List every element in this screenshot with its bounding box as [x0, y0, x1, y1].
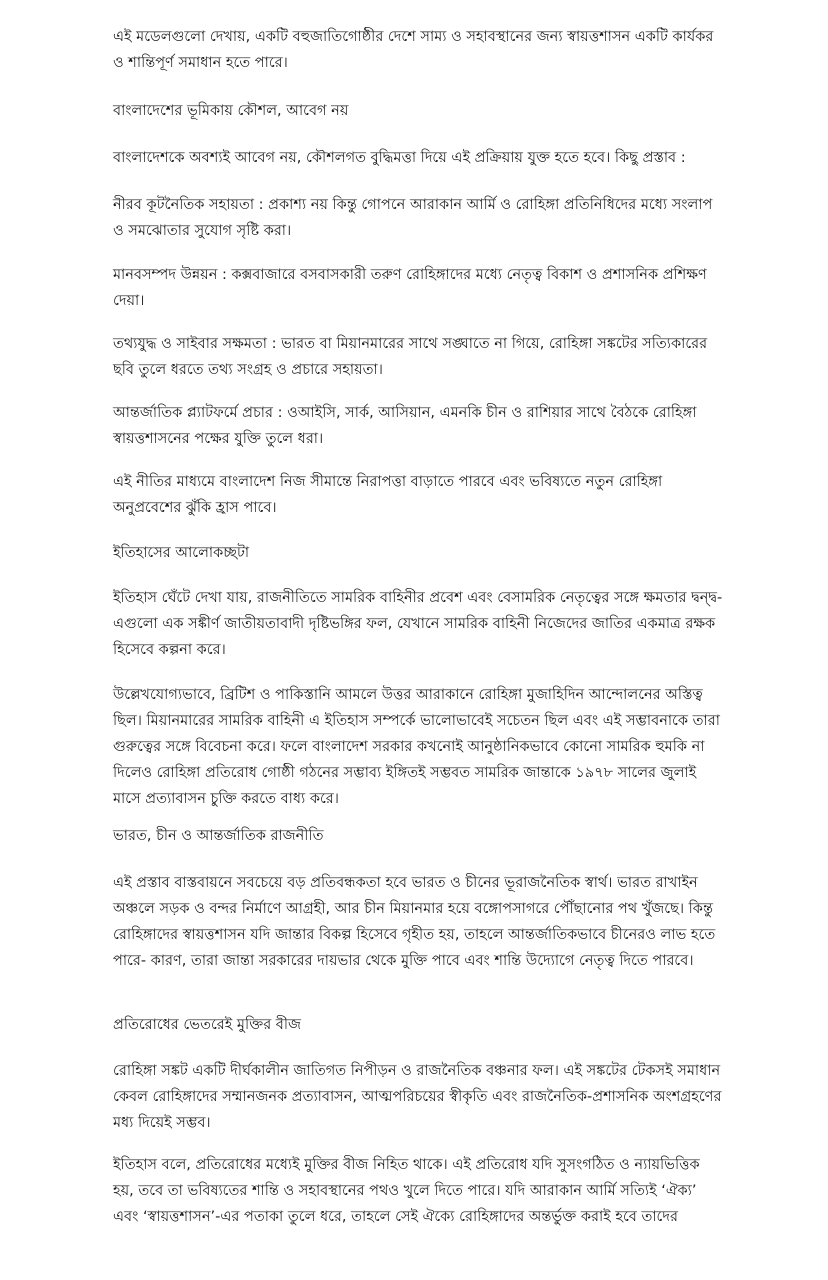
section-heading-resistance: প্রতিরোধের ভেতরেই মুক্তির বীজ — [113, 1017, 301, 1033]
paragraph-military-politics: ইতিহাস ঘেঁটে দেখা যায়, রাজনীতিতে সামরিক বাহিনীর প্রবেশ এবং বেসামরিক নেতৃত্বের সঙ্গে ক্ষমতার দ্বন্দ্ব- এগুলো এক সঙ্কীর্ণ জাতীয়তাবাদী দৃষ্টিভঙ্গির ফল, যেখানে সামরিক বাহিনী নিজেদের জাতির একমাত্র রক্ষক হিসেবে কল্পনা করে। — [113, 590, 723, 658]
section-heading-history: ইতিহাসের আলোকচ্ছটা — [113, 545, 250, 561]
section-heading-geopolitics: ভারত, চীন ও আন্তর্জাতিক রাজনীতি — [113, 828, 324, 844]
paragraph-silent-diplomacy: নীরব কূটনৈতিক সহায়তা : প্রকাশ্য নয় কিন্তু গোপনে আরাকান আর্মি ও রোহিঙ্গা প্রতিনিধিদের মধ্যে সংলাপ ও সমঝোতার সুযোগ সৃষ্টি করা। — [113, 197, 713, 239]
paragraph-human-resources: মানবসম্পদ উন্নয়ন : কক্সবাজারে বসবাসকারী তরুণ রোহিঙ্গাদের মধ্যে নেতৃত্ব বিকাশ ও প্রশাসনিক প্রশিক্ষণ দেয়া। — [113, 267, 707, 309]
section-heading-bangladesh-role: বাংলাদেশের ভূমিকায় কৌশল, আবেগ নয় — [113, 103, 349, 119]
paragraph-mujahidin-history: উল্লেখযোগ্যভাবে, ব্রিটিশ ও পাকিস্তানি আমলে উত্তর আরাকানে রোহিঙ্গা মুজাহিদিন আন্দোলনের অস্তিত্ব ছিল। মিয়ানমারের সামরিক বাহিনী এ ইতিহাস সম্পর্কে ভালোভাবেই সচেতন ছিল এবং এই সম্ভাবনাকে তারা গুরুত্বের সঙ্গে বিবেচনা করে। ফলে বাংলাদেশ সরকার কখনোই আনুষ্ঠানিকভাবে কোনো সামরিক হুমকি না দিলেও রোহিঙ্গা প্রতিরোধ গোষ্ঠী গঠনের সম্ভাব্য ইঙ্গিতই সম্ভবত সামরিক জান্তাকে ১৯৭৮ সালের জুলাই মাসে প্রত্যাবাসন চুক্তি করতে বাধ্য করে। — [113, 687, 720, 807]
paragraph-strategic-engagement: বাংলাদেশকে অবশ্যই আবেগ নয়, কৌশলগত বুদ্ধিমত্তা দিয়ে এই প্রক্রিয়ায় যুক্ত হতে হবে। কিছু প্রস্তাব : — [113, 150, 686, 166]
paragraph-india-china: এই প্রস্তাব বাস্তবায়নে সবচেয়ে বড় প্রতিবন্ধকতা হবে ভারত ও চীনের ভূরাজনৈতিক স্বার্থ। ভারত রাখাইন অঞ্চলে সড়ক ও বন্দর নির্মাণে আগ্রহী, আর চীন মিয়ানমার হয়ে বঙ্গোপসাগরে পৌঁছানোর পথ খুঁজছে। কিন্তু রোহিঙ্গাদের স্বায়ত্তশাসন যদি জান্তার বিকল্প হিসেবে গৃহীত হয়, তাহলে আন্তর্জাতিকভাবে চীনেরও লাভ হতে পারে- কারণ, তারা জান্তা সরকারের দায়ভার থেকে মুক্তি পাবে এবং শান্তি উদ্যোগে নেতৃত্ব দিতে পারবে। — [113, 875, 716, 969]
paragraph-autonomy-models: এই মডেলগুলো দেখায়, একটি বহুজাতিগোষ্ঠীর দেশে সাম্য ও সহাবস্থানের জন্য স্বায়ত্তশাসন একটি কার্যকর ও শান্তিপূর্ণ সমাধান হতে পারে। — [113, 29, 714, 71]
paragraph-border-security: এই নীতির মাধ্যমে বাংলাদেশ নিজ সীমান্তে নিরাপত্তা বাড়াতে পারবে এবং ভবিষ্যতে নতুন রোহিঙ্গা অনুপ্রবেশের ঝুঁকি হ্রাস পাবে। — [113, 474, 663, 516]
paragraph-information-warfare: তথ্যযুদ্ধ ও সাইবার সক্ষমতা : ভারত বা মিয়ানমারের সাথে সঙ্ঘাতে না গিয়ে, রোহিঙ্গা সঙ্কটের সত্যিকারের ছবি তুলে ধরতে তথ্য সংগ্রহ ও প্রচারে সহায়তা। — [113, 336, 708, 378]
paragraph-international-campaign: আন্তর্জাতিক প্ল্যাটফর্মে প্রচার : ওআইসি, সার্ক, আসিয়ান, এমনকি চীন ও রাশিয়ার সাথে বৈঠকে রোহিঙ্গা স্বায়ত্তশাসনের পক্ষের যুক্তি তুলে ধরা। — [113, 405, 697, 447]
paragraph-seeds-of-liberation: ইতিহাস বলে, প্রতিরোধের মধ্যেই মুক্তির বীজ নিহিত থাকে। এই প্রতিরোধ যদি সুসংগঠিত ও ন্যায়ভিত্তিক হয়, তবে তা ভবিষ্যতের শান্তি ও সহাবস্থানের পথও খুলে দিতে পারে। যদি আরাকান আর্মি সত্যিই ‘ঐক্য’ এবং ‘স্বায়ত্তশাসন’-এর পতাকা তুলে ধরে, তাহলে সেই ঐক্যে রোহিঙ্গাদের অন্তর্ভুক্ত করাই হবে তাদের — [113, 1157, 700, 1225]
paragraph-rohingya-crisis: রোহিঙ্গা সঙ্কট একটি দীর্ঘকালীন জাতিগত নিপীড়ন ও রাজনৈতিক বঞ্চনার ফল। এই সঙ্কটের টেকসই সমাধান কেবল রোহিঙ্গাদের সম্মানজনক প্রত্যাবাসন, আত্মপরিচয়ের স্বীকৃতি এবং রাজনৈতিক-প্রশাসনিক অংশগ্রহণের মধ্য দিয়েই সম্ভব। — [113, 1063, 722, 1131]
